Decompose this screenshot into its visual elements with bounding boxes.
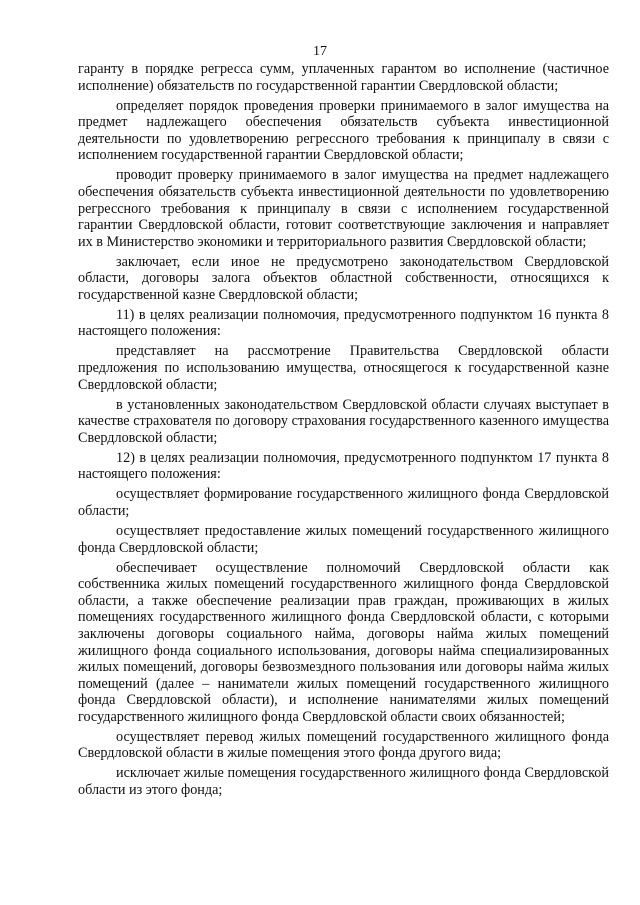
paragraph: осуществляет формирование государственного жилищного фонда Свердловской области; — [78, 486, 609, 519]
paragraph: обеспечивает осуществление полномочий Свердловской области как собственника жилых помещений государственного жилищного фонда Свердловской области, а также обеспечение реализации прав граждан, проживающих в жилых помещениях государственного жилищного фонда Свердловской области, с которыми заключены договоры социального найма, договоры найма жилых помещений жилищного фонда социального использования, договоры найма специализированных жилых помещений, договоры безвозмездного пользования или договоры найма жилых помещений (далее – наниматели жилых помещений государственного жилищного фонда Свердловской области), и исполнение нанимателями жилых помещений государственного жилищного фонда Свердловской области своих обязанностей; — [78, 559, 609, 725]
paragraph: в установленных законодательством Свердловской области случаях выступает в качестве страхователя по договору страхования государственного казенного имущества Свердловской области; — [78, 396, 609, 446]
page-number: 17 — [313, 44, 327, 59]
paragraph: гаранту в порядке регресса сумм, уплаченных гарантом во исполнение (частичное исполнение) обязательств по государственной гарантии Свердловской области; — [78, 61, 609, 94]
paragraph: осуществляет предоставление жилых помещений государственного жилищного фонда Свердловской области; — [78, 522, 609, 556]
paragraph: заключает, если иное не предусмотрено законодательством Свердловской области, договоры залога объектов областной собственности, относящихся к государственной казне Свердловской области; — [78, 253, 609, 303]
paragraph: определяет порядок проведения проверки принимаемого в залог имущества на предмет надлежащего обеспечения обязательств субъекта инвестиционной деятельности по удовлетворению регрессного требования к принципалу в связи с исполнением государственной гарантии Свердловской области; — [78, 97, 609, 164]
paragraph: осуществляет перевод жилых помещений государственного жилищного фонда Свердловской области в жилые помещения этого фонда другого вида; — [78, 728, 609, 762]
paragraph: представляет на рассмотрение Правительства Свердловской области предложения по использованию имущества, относящегося к государственной казне Свердловской области; — [78, 343, 609, 393]
document-body — [78, 61, 609, 799]
paragraph: 12) в целях реализации полномочия, предусмотренного подпунктом 17 пункта 8 настоящего положения: — [78, 449, 609, 483]
paragraph: исключает жилые помещения государственного жилищного фонда Свердловской области из этого фонда; — [78, 765, 609, 799]
paragraph: проводит проверку принимаемого в залог имущества на предмет надлежащего обеспечения обязательств субъекта инвестиционной деятельности по удовлетворению регрессного требования к принципалу в связи с исполнением государственной гарантии Свердловской области, готовит соответствующие заключения и направляет их в Министерство экономики и территориального развития Свердловской области; — [78, 167, 609, 250]
paragraph: 11) в целях реализации полномочия, предусмотренного подпунктом 16 пункта 8 настоящего положения: — [78, 306, 609, 340]
